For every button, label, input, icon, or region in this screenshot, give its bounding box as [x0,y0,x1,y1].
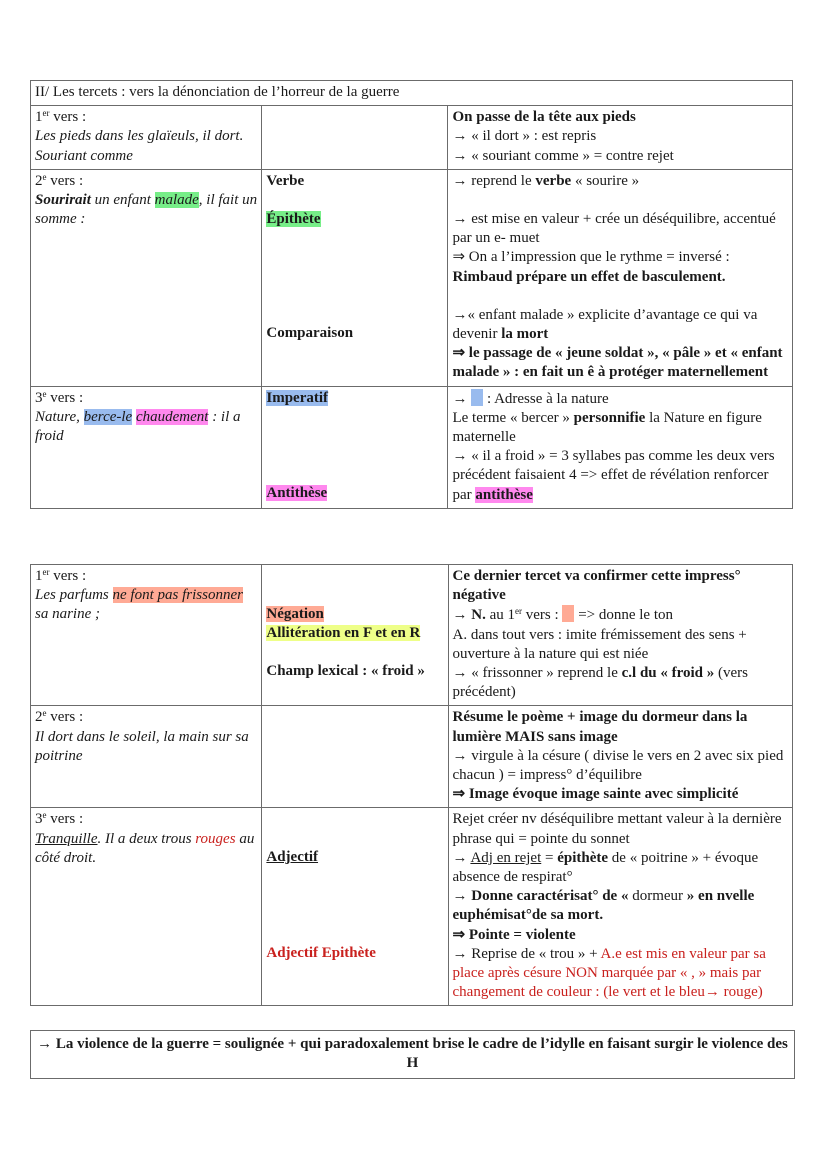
conclusion-row [31,1031,795,1079]
analysis-line: → est mise en valeur + crée un déséquilibre, accentué par un e- muet [452,211,776,247]
figure-adjectif: Adjectif [266,849,319,866]
table-row [31,706,793,808]
table-row [31,386,793,508]
analysis-line: Rejet créer nv déséquilibre mettant valeur à la dernière phrase qui = pointe du sonnet [452,811,782,847]
analysis-line: → « il dort » : est repris [452,128,597,145]
figure-adjectif-epithete: Adjectif Epithète [266,944,376,961]
figure-cell [262,386,448,508]
figure-antithese: Antithèse [266,484,328,501]
analysis-line: → N. au 1er vers : => donne le ton [452,606,674,624]
analysis-line: → « il a froid » = 3 syllabes pas comme les deux vers précédent faisaient 4 => effet de révélation renforcer par antithèse [452,448,775,503]
color-swatch-blue [471,389,483,406]
figure-alliteration: Allitération en F et en R [266,625,421,642]
analysis-line: ⇒ On a l’impression que le rythme = inversé : [452,249,730,266]
table-row [31,169,793,386]
verse-text: Les pieds dans les glaïeuls, il dort. Souriant comme [35,128,244,164]
verse-cell [31,706,262,808]
verse-label: 1er vers : [35,567,87,584]
figure-cell [262,169,448,386]
verse-text: Les parfums ne font pas frissonner sa narine ; [35,587,243,623]
analysis-line: A. dans tout vers : imite frémissement des sens + ouverture à la nature qui est niée [452,626,747,662]
analysis-line: → Reprise de « trou » + A.e est mis en valeur par sa place après césure NON marquée par « , » mais par changement de couleur : (le vert et le bleu→ rouge) [452,945,766,1001]
figure-cell [262,565,448,706]
highlight-green: malade [154,192,199,209]
analysis-line: Le terme « bercer » personnifie la Nature en figure maternelle [452,409,762,446]
section-title: II/ Les tercets : vers la dénonciation de l’horreur de la guerre [31,81,793,106]
analysis-cell [448,106,793,170]
highlight-pink: chaudement [135,408,209,425]
section-header-row [31,81,793,106]
verse-label: 3e vers : [35,388,84,406]
analysis-cell [448,808,793,1006]
analysis-cell [448,565,793,706]
analysis-line: → « frissonner » reprend le c.l du « froid » (vers précédent) [452,665,749,701]
verse-label: 3e vers : [35,810,84,828]
figure-cell [262,706,448,808]
analysis-line: → Donne caractérisat° de « dormeur » en nvelle euphémisat°de sa mort. [452,888,755,924]
analysis-line: ⇒ le passage de « jeune soldat », « pâle » et « enfant malade » : en fait un ê à protéger maternellement [452,345,783,381]
verse-label: 2e vers : [35,708,84,726]
analysis-line: On passe de la tête aux pieds [452,109,636,126]
analysis-line: → « souriant comme » = contre rejet [452,147,674,164]
figure-verbe: Verbe [266,172,305,189]
verse-text: Il dort dans le soleil, la main sur sa poitrine [35,728,249,764]
figure-cell [262,808,448,1006]
figure-comparaison: Comparaison [266,325,354,342]
verse-text: Sourirait un enfant malade, il fait un somme : [35,192,258,228]
analysis-cell [448,706,793,808]
analysis-line: Ce dernier tercet va confirmer cette impress° négative [452,568,741,604]
verse-cell [31,808,262,1006]
verse-text: Tranquille. Il a deux trous rouges au côté droit. [35,830,255,866]
analysis-line: → Adj en rejet = épithète de « poitrine » + évoque absence de respirat° [452,849,759,886]
analysis-line: ⇒ Pointe = violente [452,926,576,943]
conclusion-table [30,1030,795,1079]
analysis-cell [448,386,793,508]
table-row [31,565,793,706]
analysis-cell [448,169,793,386]
conclusion-text: → La violence de la guerre = soulignée + qui paradoxalement brise le cadre de l’idylle en faisant surgir le violence des H [31,1031,795,1079]
figure-negation: Négation [266,606,324,622]
analysis-line: → virgule à la césure ( divise le vers en 2 avec six pied chacun ) = impress° d’équilibre [452,747,784,784]
analysis-line: Rimbaud prépare un effet de basculement. [452,268,726,285]
verse-cell [31,565,262,706]
figure-imperatif: Imperatif [266,389,329,406]
analysis-line: Résume le poème + image du dormeur dans la lumière MAIS sans image [452,709,748,745]
figure-champ-lexical: Champ lexical : « froid » [266,663,425,680]
analysis-line: →« enfant malade » explicite d’avantage ce qui va devenir la mort [452,306,758,343]
analysis-line: ⇒ Image évoque image sainte avec simplicité [452,786,739,803]
verse-cell [31,169,262,386]
tercets-table-1 [30,80,793,509]
verse-text: Nature, berce-le chaudement : il a froid [35,408,241,445]
figure-epithete: Épithète [266,211,321,228]
table-row [31,106,793,170]
analysis-line: → reprend le verbe « sourire » [452,172,640,189]
color-swatch-salmon [562,605,574,622]
verse-label: 1er vers : [35,108,87,126]
figure-cell [262,106,448,170]
table-row [31,808,793,1006]
verse-cell [31,106,262,170]
verse-cell [31,386,262,508]
analysis-line: → : Adresse à la nature [452,390,609,407]
tercets-table-2 [30,564,793,1006]
highlight-blue: berce-le [83,408,133,425]
highlight-salmon: ne font pas frissonner [112,587,243,604]
verse-label: 2e vers : [35,171,84,189]
